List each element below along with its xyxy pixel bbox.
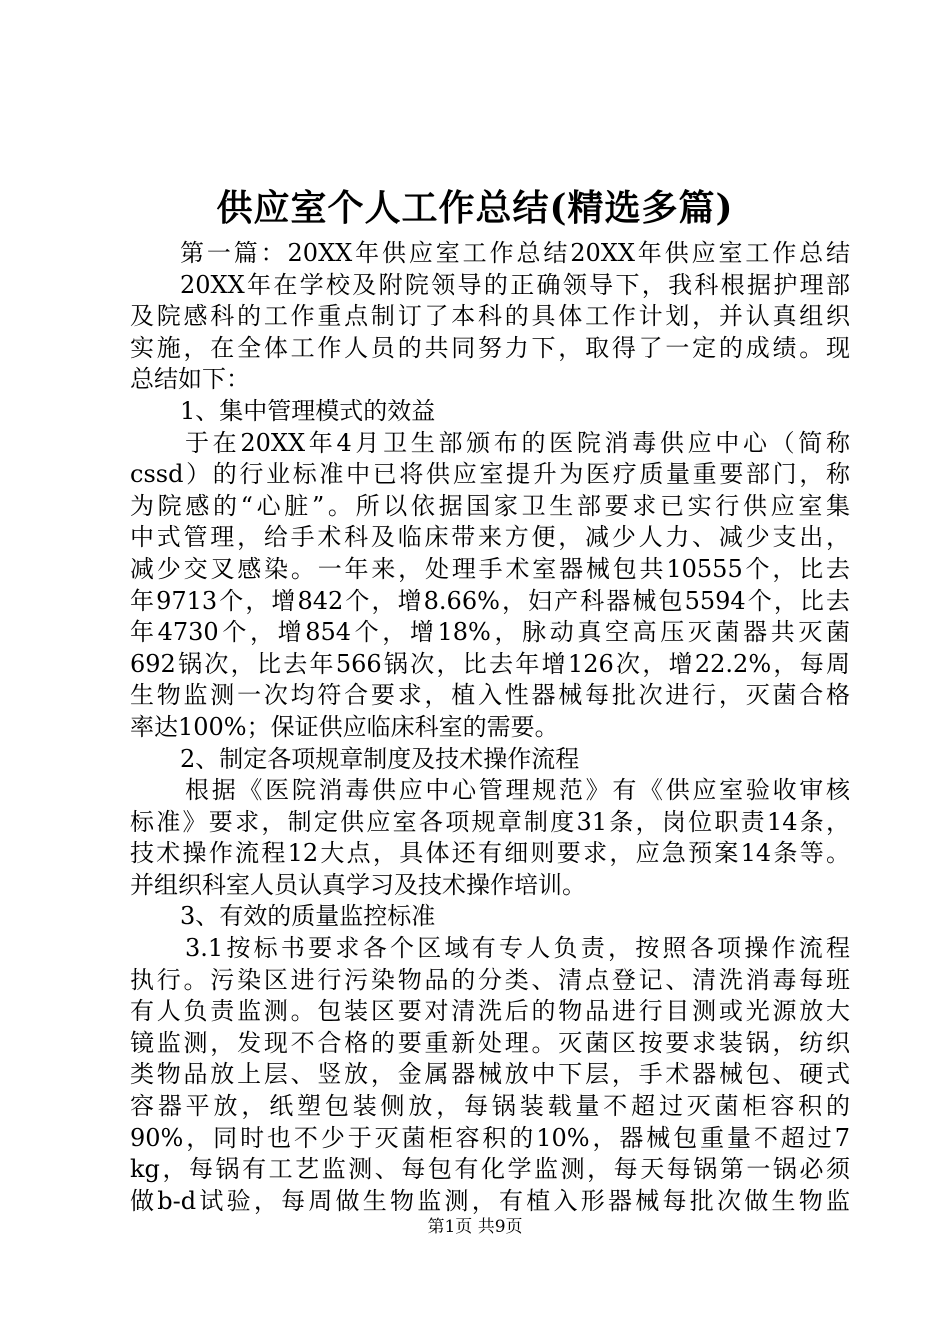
document-body xyxy=(130,238,850,1217)
text-line: 中式管理，给手术科及临床带来方便，减少人力、减少支出， xyxy=(130,523,850,552)
text-line: kg，每锅有工艺监测、每包有化学监测，每天每锅第一锅必须 xyxy=(130,1155,850,1184)
text-line: 有人负责监测。包装区要对清洗后的物品进行目测或光源放大 xyxy=(130,997,850,1026)
text-line: 第一篇：20XX年供应室工作总结20XX年供应室工作总结 xyxy=(180,239,850,267)
text-line: 总结如下： xyxy=(130,365,250,394)
document-title: 供应室个人工作总结(精选多篇) xyxy=(216,187,734,229)
text-line: 类物品放上层、竖放，金属器械放中下层，手术器械包、硬式 xyxy=(130,1060,850,1089)
text-line: 为院感的“心脏”。所以依据国家卫生部要求已实行供应室集 xyxy=(130,491,850,520)
text-line: 减少交叉感染。一年来，处理手术室器械包共10555个，比去 xyxy=(130,554,850,583)
text-line: 90%，同时也不少于灭菌柜容积的10%，器械包重量不超过7 xyxy=(130,1123,850,1152)
text-line: cssd）的行业标准中已将供应室提升为医疗质量重要部门，称 xyxy=(130,460,850,489)
text-line: 根据《医院消毒供应中心管理规范》有《供应室验收审核 xyxy=(185,776,850,805)
text-line: 20XX年在学校及附院领导的正确领导下，我科根据护理部 xyxy=(180,270,850,299)
text-line: 率达100%；保证供应临床科室的需要。 xyxy=(130,712,559,741)
text-line: 标准》要求，制定供应室各项规章制度31条，岗位职责14条， xyxy=(130,807,850,836)
text-line: 3.1按标书要求各个区域有专人负责，按照各项操作流程 xyxy=(185,934,850,963)
text-line: 于在20XX年4月卫生部颁布的医院消毒供应中心（简称 xyxy=(185,428,850,457)
text-line: 实施，在全体工作人员的共同努力下，取得了一定的成绩。现 xyxy=(130,333,850,362)
text-line: 及院感科的工作重点制订了本科的具体工作计划，并认真组织 xyxy=(130,302,850,331)
text-line: 年9713个，增842个，增8.66%，妇产科器械包5594个，比去 xyxy=(130,586,850,615)
text-line: 技术操作流程12大点，具体还有细则要求，应急预案14条等。 xyxy=(130,839,850,868)
text-line: 镜监测，发现不合格的要重新处理。灭菌区按要求装锅，纺织 xyxy=(130,1028,850,1057)
text-line: 容器平放，纸塑包装侧放，每锅装载量不超过灭菌柜容积的 xyxy=(130,1092,850,1121)
text-line: 做b-d试验，每周做生物监测，有植入形器械每批次做生物监 xyxy=(130,1186,850,1215)
text-line: 692锅次，比去年566锅次，比去年增126次，增22.2%，每周 xyxy=(130,649,850,678)
page-footer: 第1页 共9页 xyxy=(427,1217,523,1237)
text-line: 生物监测一次均符合要求，植入性器械每批次进行，灭菌合格 xyxy=(130,681,850,710)
text-line: 执行。污染区进行污染物品的分类、清点登记、清洗消毒每班 xyxy=(130,965,850,994)
section-heading: 1、集中管理模式的效益 xyxy=(180,396,436,425)
section-heading: 3、有效的质量监控标准 xyxy=(180,902,436,931)
section-heading: 2、制定各项规章制度及技术操作流程 xyxy=(180,744,580,773)
text-line: 年4730个，增854个，增18%，脉动真空高压灭菌器共灭菌 xyxy=(130,618,850,647)
text-line: 并组织科室人员认真学习及技术操作培训。 xyxy=(130,870,586,899)
